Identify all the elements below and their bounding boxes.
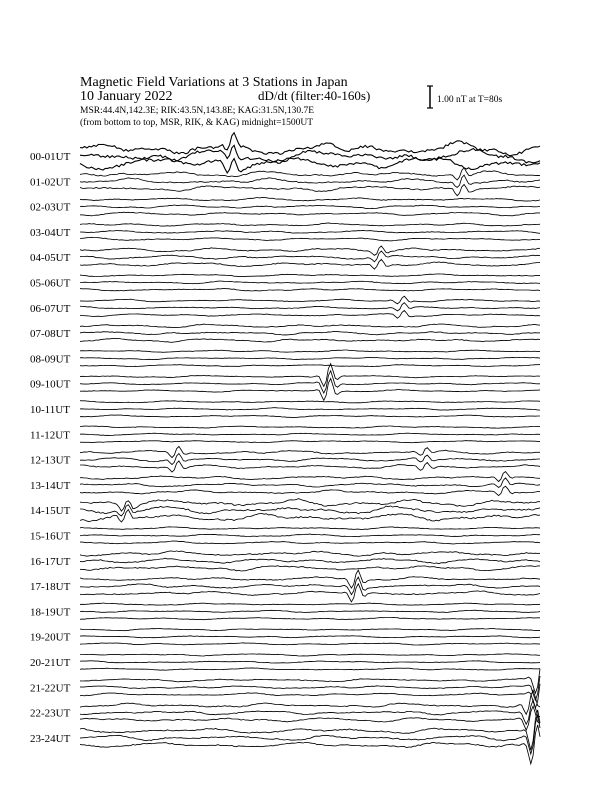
trace-msr-hour-10 <box>80 415 540 417</box>
hour-labels <box>30 151 71 745</box>
trace-kag-hour-7 <box>80 324 540 328</box>
trace-kag-hour-8 <box>80 350 540 352</box>
trace-rik-hour-7 <box>80 331 540 335</box>
hour-label: 02-03UT <box>30 201 71 214</box>
trace-kag-hour-20 <box>80 654 540 656</box>
hour-label: 04-05UT <box>30 252 71 265</box>
trace-msr-hour-20 <box>80 668 540 670</box>
trace-msr-hour-19 <box>80 643 540 645</box>
trace-rik-hour-5 <box>80 281 540 284</box>
hour-label: 09-10UT <box>30 378 71 391</box>
hour-label: 13-14UT <box>30 479 71 492</box>
trace-rik-hour-12 <box>80 454 540 465</box>
chart-date: 10 January 2022 <box>80 89 173 104</box>
hour-label: 20-21UT <box>30 657 71 669</box>
trace-msr-hour-15 <box>80 541 540 544</box>
hour-label: 16-17UT <box>30 555 71 568</box>
trace-msr-hour-18 <box>80 617 540 619</box>
trace-msr-hour-7 <box>80 338 540 342</box>
trace-msr-hour-2 <box>80 212 540 216</box>
trace-rik-hour-8 <box>80 357 540 359</box>
trace-msr-hour-17 <box>80 584 540 602</box>
trace-kag-hour-19 <box>80 629 540 631</box>
hour-label: 15-16UT <box>30 530 71 543</box>
trace-kag-hour-13 <box>80 472 540 482</box>
trace-rik-hour-2 <box>80 205 540 209</box>
hour-label: 05-06UT <box>30 277 71 290</box>
trace-rik-hour-14 <box>80 505 540 516</box>
trace-msr-hour-5 <box>80 289 540 291</box>
hour-label: 21-22UT <box>30 682 71 695</box>
chart-title: Magnetic Field Variations at 3 Stations in Japan <box>80 75 348 90</box>
trace-msr-hour-12 <box>80 461 540 472</box>
scale-bar-label: 1.00 nT at T=80s <box>437 95 503 105</box>
trace-kag-hour-6 <box>80 296 540 304</box>
trace-rik-hour-20 <box>80 661 540 663</box>
trace-rik-hour-6 <box>80 303 540 311</box>
trace-kag-hour-21 <box>80 669 540 693</box>
trace-msr-hour-6 <box>80 311 540 319</box>
trace-msr-hour-1 <box>80 184 540 195</box>
trace-msr-hour-0 <box>80 158 540 173</box>
hour-label: 23-24UT <box>30 732 71 745</box>
trace-area <box>80 133 540 764</box>
trace-kag-hour-10 <box>80 401 540 403</box>
scale-bar <box>427 86 433 108</box>
hour-label: 01-02UT <box>30 176 71 189</box>
trace-kag-hour-12 <box>80 446 540 457</box>
hour-label: 12-13UT <box>30 454 71 467</box>
trace-rik-hour-11 <box>80 433 540 435</box>
station-order-note: (from bottom to top, MSR, RIK, & KAG) midnight=1500UT <box>80 118 314 128</box>
hour-label: 07-08UT <box>30 328 71 341</box>
trace-kag-hour-16 <box>80 551 540 556</box>
trace-msr-hour-22 <box>80 706 540 730</box>
trace-kag-hour-3 <box>80 223 540 226</box>
trace-msr-hour-4 <box>80 259 540 269</box>
trace-kag-hour-15 <box>80 527 540 530</box>
trace-rik-hour-10 <box>80 408 540 410</box>
trace-kag-hour-17 <box>80 570 540 588</box>
hour-label: 18-19UT <box>30 606 71 619</box>
trace-msr-hour-13 <box>80 486 540 495</box>
trace-rik-hour-1 <box>80 175 540 187</box>
trace-rik-hour-3 <box>80 230 540 233</box>
trace-rik-hour-16 <box>80 558 540 564</box>
chart-header <box>80 75 502 128</box>
trace-msr-hour-11 <box>80 441 540 443</box>
trace-msr-hour-9 <box>80 379 540 401</box>
trace-msr-hour-16 <box>80 566 540 571</box>
trace-kag-hour-18 <box>80 603 540 605</box>
trace-kag-hour-11 <box>80 426 540 428</box>
hour-label: 14-15UT <box>30 505 71 518</box>
trace-kag-hour-2 <box>80 198 540 202</box>
station-coordinates: MSR:44.4N,142.3E; RIK:43.5N,143.8E; KAG:31.5N,130.7E <box>80 106 315 116</box>
trace-kag-hour-5 <box>80 274 540 277</box>
trace-rik-hour-15 <box>80 534 540 537</box>
hour-label: 10-11UT <box>30 404 70 416</box>
hour-label: 08-09UT <box>30 353 71 366</box>
trace-kag-hour-0 <box>80 133 540 156</box>
chart-quantity: dD/dt (filter:40-160s) <box>258 88 371 103</box>
hour-label: 06-07UT <box>30 302 71 315</box>
trace-rik-hour-19 <box>80 636 540 638</box>
hour-label: 17-18UT <box>30 581 71 594</box>
hour-label: 19-20UT <box>30 631 71 644</box>
trace-rik-hour-18 <box>80 610 540 612</box>
trace-rik-hour-17 <box>80 577 540 595</box>
trace-rik-hour-13 <box>80 478 540 488</box>
hour-label: 03-04UT <box>30 226 71 239</box>
trace-rik-hour-4 <box>80 251 540 262</box>
trace-kag-hour-4 <box>80 246 540 255</box>
hour-label: 22-23UT <box>30 707 71 720</box>
trace-msr-hour-3 <box>80 237 540 241</box>
trace-msr-hour-8 <box>80 365 540 367</box>
hour-label: 00-01UT <box>30 151 71 163</box>
hour-label: 11-12UT <box>30 429 70 442</box>
